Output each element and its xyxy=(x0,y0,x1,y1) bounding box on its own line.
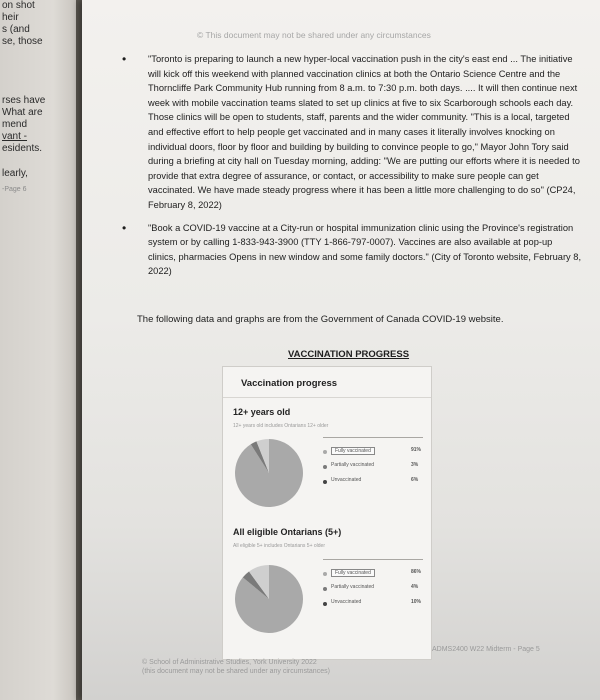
legend-value: 91% xyxy=(411,447,422,453)
footer-copyright xyxy=(142,658,330,676)
prev-page-line: mend xyxy=(2,119,28,130)
legend-swatch xyxy=(323,450,327,454)
prev-page-line: vant - xyxy=(2,131,28,142)
bullet-text: "Book a COVID-19 vaccine at a City-run or hospital immunization clinic using the Province's registration system or by calling 1-833-943-3900 (TTY 1-866-797-0007). Vaccines are also available at pop-up clinics, pharmacies Opens in new window and some family doctors." (City of Toronto website, February 8, 2022) xyxy=(148,222,582,277)
watermark: © This document may not be shared under any circumstances xyxy=(197,30,431,40)
bullet-marker: • xyxy=(122,220,127,235)
divider xyxy=(323,437,423,438)
prev-page-line: learly, xyxy=(2,168,28,179)
prev-page-line: se, those xyxy=(2,36,43,47)
legend-label: Unvaccinated xyxy=(331,599,362,605)
legend-value: 4% xyxy=(411,584,419,590)
legend-label: Fully vaccinated xyxy=(331,569,375,577)
legend-value: 10% xyxy=(411,599,422,605)
bullet-text: "Toronto is preparing to launch a new hyper-local vaccination push in the city's east end ... The initiative will kick off this weekend with planned vaccination clinics at both the Ontario Science Centre and the Thorncliffe Park Community Hub running from 8 a.m. to 7:30 p.m. both days. .... It will then continue next week with mobile vaccination teams slated to set up clinics at five to six Scarborough schools each day. Those clinics will be open to students, staff, parents and the wider community. "This is a local, targeted and effective effort to help people get vaccinated and in many cases it literally involves knocking on individual doors, floor by floor and building by building to convince people to go," Mayor John Tory said during a briefing at city hall on Tuesday morning, adding: "We are putting our efforts where it is needed to provide that extra degree of assurance, or contact, or accessibility to make sure people can get vaccinated. We have made steady progress where it has been a little more challenging to do so" (CP24, February 8, 2022) xyxy=(148,54,580,210)
legend-value: 3% xyxy=(411,462,419,468)
footer-line: (this document may not be shared under any circumstances) xyxy=(142,668,330,675)
divider xyxy=(223,397,431,398)
intro-text: The following data and graphs are from the Government of Canada COVID-19 website. xyxy=(137,314,504,325)
legend-swatch xyxy=(323,602,327,606)
footer-line: © School of Administrative Studies, York University 2022 xyxy=(142,659,317,666)
chart-group-title: 12+ years old xyxy=(233,407,291,417)
chart-group-subtitle: 12+ years old includes Ontarians 12+ older xyxy=(233,423,329,429)
footer-page-number: ADMS2400 W22 Midterm - Page 5 xyxy=(432,646,540,653)
prev-page-line: heir xyxy=(2,12,19,23)
legend-swatch xyxy=(323,465,327,469)
prev-page-line: on shot xyxy=(2,0,35,11)
bullet-item xyxy=(122,221,582,279)
prev-page-line: esidents. xyxy=(2,143,43,154)
card-title: Vaccination progress xyxy=(241,378,338,389)
legend-label: Partially vaccinated xyxy=(331,584,375,590)
bullet-marker: • xyxy=(122,52,127,66)
bullet-list xyxy=(122,52,582,287)
legend-value: 6% xyxy=(411,477,419,483)
vaccination-progress-card xyxy=(222,366,432,660)
legend-value: 86% xyxy=(411,569,422,575)
divider xyxy=(323,559,423,560)
legend-swatch xyxy=(323,480,327,484)
legend-swatch xyxy=(323,587,327,591)
prev-page-line: s (and xyxy=(2,24,30,35)
pie-chart-12-plus xyxy=(229,433,309,513)
prev-page-line: rses have xyxy=(2,95,46,106)
chart-group-title: All eligible Ontarians (5+) xyxy=(233,527,342,537)
prev-page-footer: -Page 6 xyxy=(2,186,27,193)
bullet-item xyxy=(122,52,582,213)
legend-label: Unvaccinated xyxy=(331,477,362,483)
legend-swatch xyxy=(323,572,327,576)
pie-chart-5-plus xyxy=(229,559,309,639)
prev-page-line: What are xyxy=(2,107,43,118)
chart-group-subtitle: All eligible 5+ includes Ontarians 5+ older xyxy=(233,543,325,549)
section-title: VACCINATION PROGRESS xyxy=(288,349,410,360)
document-page xyxy=(82,0,600,700)
legend-label: Fully vaccinated xyxy=(331,447,375,455)
previous-page-edge xyxy=(0,0,76,700)
legend-label: Partially vaccinated xyxy=(331,462,375,468)
